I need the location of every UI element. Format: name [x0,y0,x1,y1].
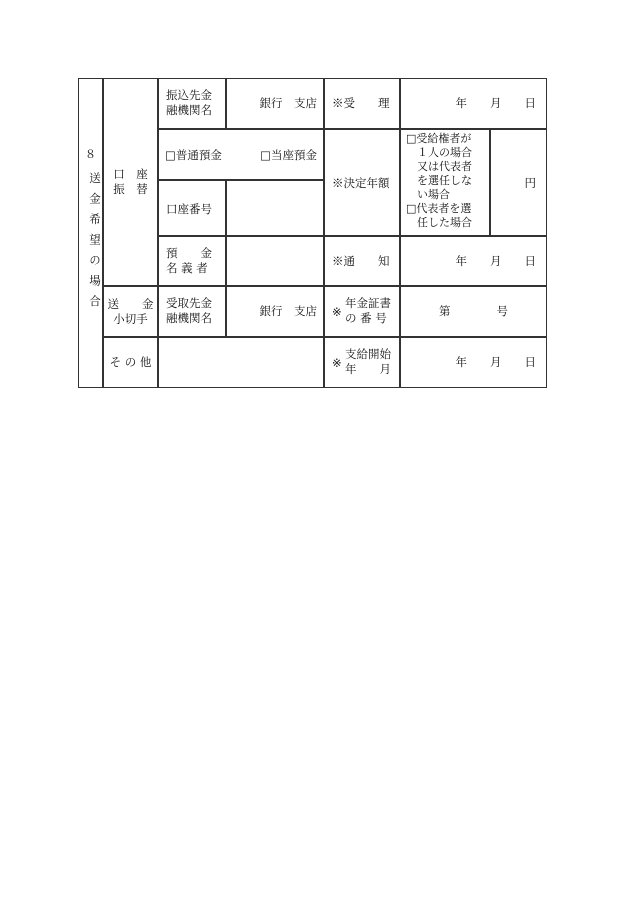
payment-start-line2: 年 月 [345,362,391,376]
decision-note-line: １人の場合 [406,146,472,159]
account-number-label [158,180,226,236]
decision-note-line: 又は代表者 [406,160,472,173]
receiving-bank-line2: 融機関名 [166,311,212,325]
certificate-value: 第 号 [439,304,508,318]
decision-note-line[interactable]: □代表者を選 [406,202,472,215]
certificate-line1: 年金証書 [345,296,391,310]
payment-start-mark: ※ [332,356,342,370]
decision-note-line: を選任しな [406,174,472,187]
account-holder-field[interactable] [226,236,324,286]
other-field[interactable] [158,337,324,388]
remittance-check-line1: 送 金 [107,297,154,311]
account-number-label-text: 口座番号 [166,202,212,216]
account-transfer-label [103,78,158,286]
account-holder-label [158,236,226,286]
decision-note-line[interactable]: □受給権者が [406,132,472,145]
payment-start-date-field[interactable] [400,337,547,388]
payment-start-line1: 支給開始 [345,347,391,361]
transfer-bank-line2: 融機関名 [166,103,212,117]
notice-date: 年 月 日 [455,254,536,268]
account-holder-line2: 名 義 者 [166,261,208,275]
transfer-bank-field[interactable] [226,78,324,129]
account-type-current-checkbox[interactable]: □当座預金 [260,148,317,162]
decision-label [324,129,400,236]
transfer-bank-label [158,78,226,129]
other-label [103,337,158,388]
decision-amount-field[interactable] [490,129,547,236]
account-type-field [158,129,324,180]
remittance-check-label [103,286,158,337]
decision-note [400,129,490,236]
receipt-label [324,78,400,129]
certificate-line2: の 番 号 [345,311,387,325]
account-transfer-line1: 口 座 [113,167,148,181]
receipt-date: 年 月 日 [455,96,536,110]
payment-start-label [324,337,400,388]
transfer-bank-line1: 振込先金 [166,88,212,102]
receipt-label-text: ※受 理 [332,96,390,110]
section-title: 送金希望の場合 [88,172,102,316]
receiving-bank-suffix: 銀行 支店 [259,304,317,318]
receiving-bank-label [158,286,226,337]
decision-unit: 円 [524,176,536,190]
account-transfer-line2: 振 替 [113,182,148,196]
notice-label [324,236,400,286]
remittance-form [78,78,547,388]
decision-note-line: い場合 [406,188,450,201]
receiving-bank-line1: 受取先金 [166,296,212,310]
payment-start-date: 年 月 日 [455,355,536,369]
account-type-normal-checkbox[interactable]: □普通預金 [165,148,222,162]
receiving-bank-field[interactable] [226,286,324,337]
notice-date-field[interactable] [400,236,547,286]
section-number: ８ [84,147,97,161]
account-holder-line1: 預 金 [166,246,212,260]
account-number-field[interactable] [226,180,324,236]
receipt-date-field[interactable] [400,78,547,129]
notice-label-text: ※通 知 [332,254,390,268]
certificate-mark: ※ [332,305,342,319]
decision-label-text: ※決定年額 [332,176,390,190]
certificate-label [324,286,400,337]
remittance-check-line2: 小切手 [113,312,148,326]
transfer-bank-suffix: 銀行 支店 [259,96,317,110]
certificate-number-field[interactable] [400,286,547,337]
decision-note-line: 任した場合 [406,216,472,229]
other-label-text: そ の 他 [109,355,152,369]
section-label-cell [78,78,103,388]
